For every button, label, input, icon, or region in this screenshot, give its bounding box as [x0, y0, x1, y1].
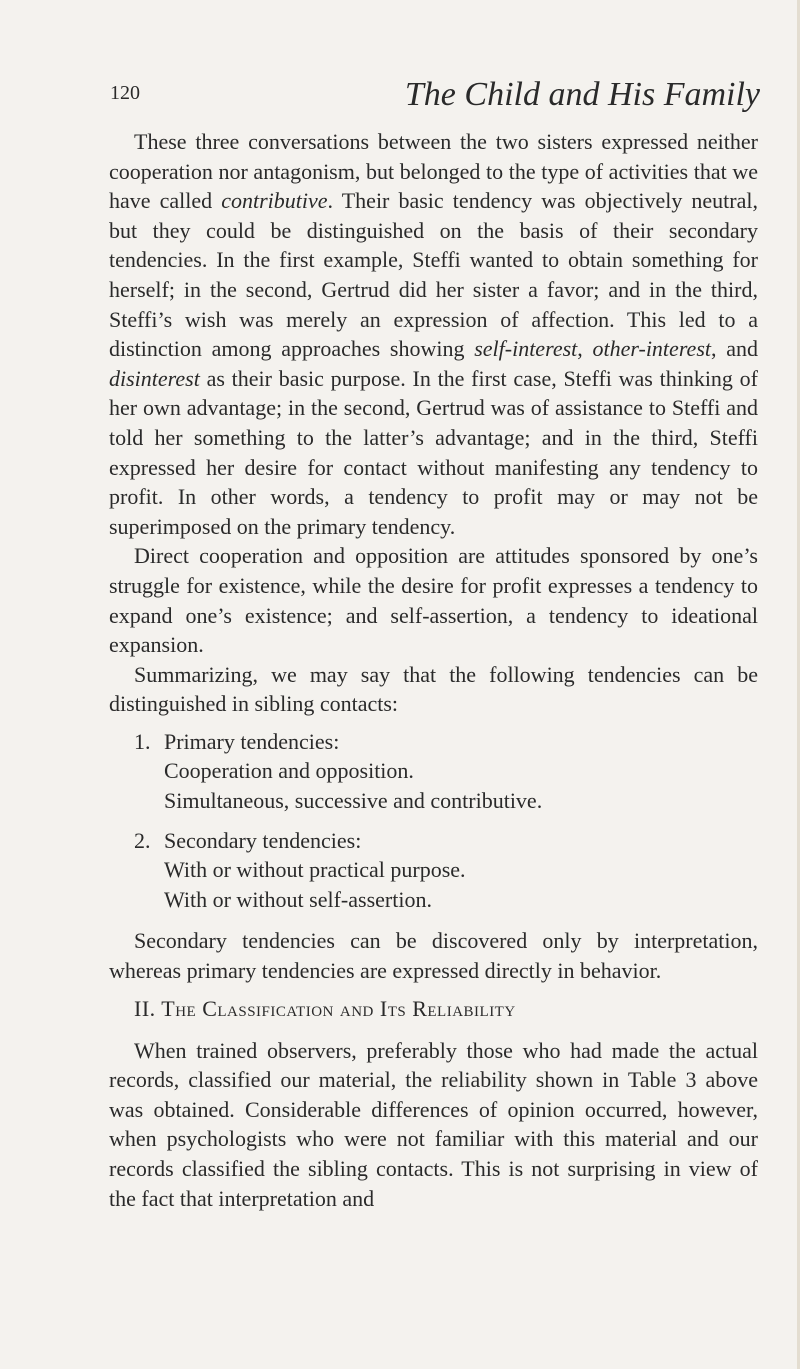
list-subitem: With or without practical purpose.	[164, 857, 466, 883]
list-label: Secondary tendencies:	[164, 827, 362, 853]
text-run: These three conversations between the two sisters expressed neither cooperation nor antagonism, but belonged to the type of activities that we have called	[109, 129, 758, 214]
italic-term: contributive	[221, 188, 328, 214]
running-header	[0, 70, 800, 120]
list-item	[109, 826, 758, 856]
body-text	[109, 127, 758, 1213]
list-subitem: With or without self-assertion.	[164, 886, 432, 912]
text-run: , and	[711, 336, 758, 362]
paragraph: Secondary tendencies can be discovered only by interpretation, whereas primary tendencies are expressed directly in behavior.	[109, 928, 758, 984]
page-number: 120	[110, 82, 140, 104]
list-item	[109, 727, 758, 757]
paragraph	[109, 127, 758, 541]
list-number: 2.	[134, 827, 151, 853]
text-run: . Their basic tendency was objectively neutral, but they could be distinguished on the basis of their secondary tendencies. In the first example, Steffi wanted to obtain something for herself; in the second, Gertrud did her sister a favor; and in the third, Steffi’s wish was merely an expression of affection. This led to a distinction among approaches showing	[109, 188, 758, 362]
paragraph: When trained observers, preferably those who had made the actual records, classified our material, the reliability shown in Table 3 above was obtained. Considerable differences of opinion occurred, however, when psychologists who were not familiar with this material and our records classified the sibling contacts. This is not surprising in view of the fact that interpretation and	[109, 1037, 758, 1211]
list-number: 1.	[134, 728, 151, 754]
italic-term: disinterest	[109, 365, 200, 391]
list-label: Primary tendencies:	[164, 728, 340, 754]
text-run: as their basic purpose. In the first case, Steffi was thinking of her own advantage; in the second, Gertrud was of assistance to Steffi and told her something to the latter’s advantage; and in the third, Steffi expressed her desire for contact without manifesting any tendency to profit. In other words, a tendency to profit may or may not be superimposed on the primary tendency.	[109, 365, 758, 539]
italic-term: other-interest	[592, 336, 711, 362]
section-heading: II. The Classification and Its Reliability	[134, 995, 516, 1021]
paragraph: Summarizing, we may say that the following tendencies can be distinguished in sibling contacts:	[109, 661, 758, 717]
list-subitem: Cooperation and opposition.	[164, 758, 414, 784]
text-run: ,	[577, 336, 593, 362]
running-title: The Child and His Family	[404, 76, 760, 113]
italic-term: self-interest	[474, 336, 578, 362]
tendency-list	[109, 727, 758, 915]
list-subitem: Simultaneous, successive and contributive.	[164, 788, 543, 814]
paragraph: Direct cooperation and opposition are attitudes sponsored by one’s struggle for existence, while the desire for profit expresses a tendency to expand one’s existence; and self-assertion, a tendency to ideational expansion.	[109, 543, 758, 658]
